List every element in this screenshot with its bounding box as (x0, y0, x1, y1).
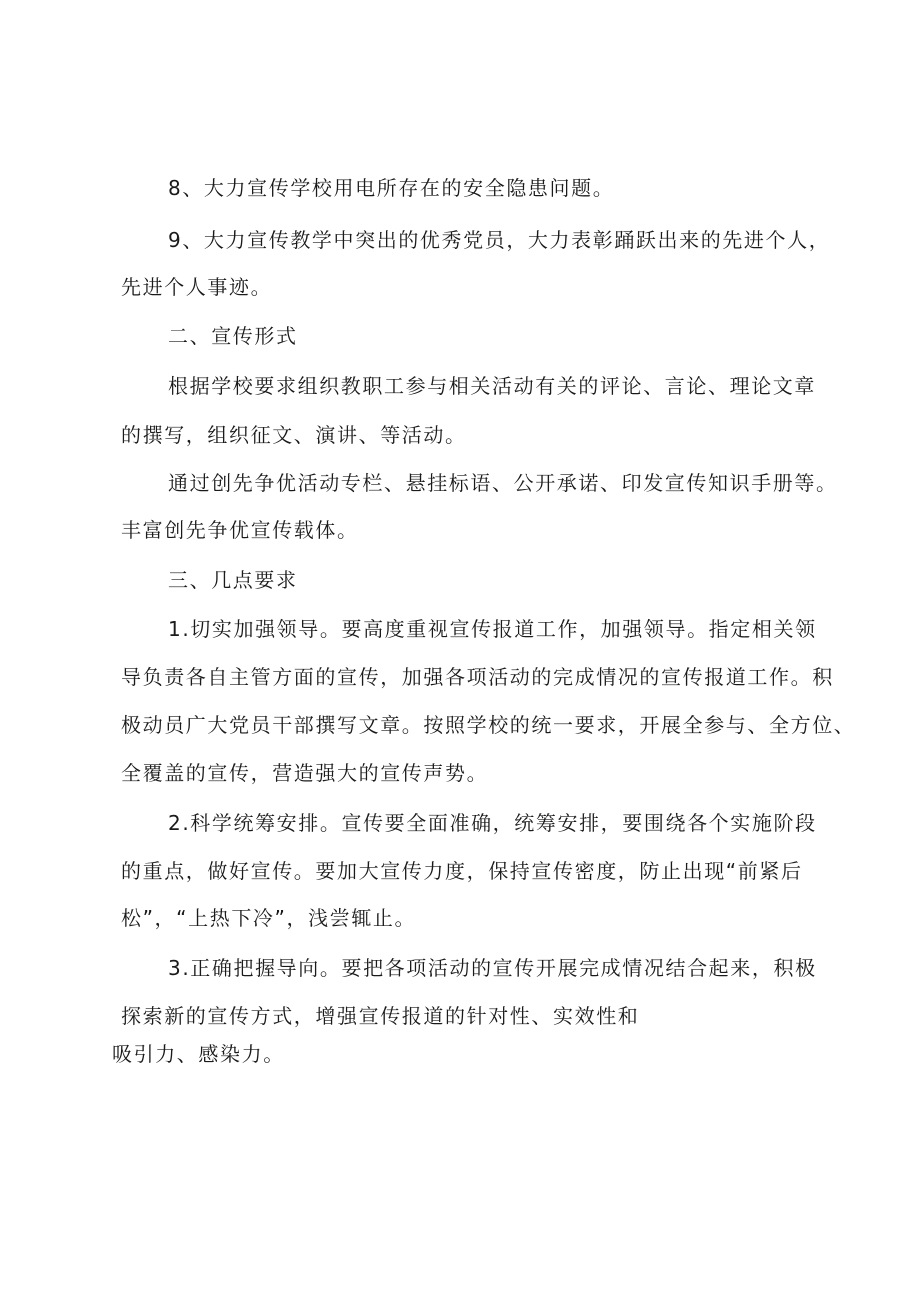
section-2-para-2-line-1: 通过创先争优活动专栏、悬挂标语、公开承诺、印发宣传知识手册等。 (168, 471, 838, 495)
item-9-line-1: 9、大力宣传教学中突出的优秀党员，大力表彰踊跃出来的先进个人， (168, 228, 831, 252)
section-2-para-2-line-2: 丰富创先争优宣传载体。 (121, 518, 359, 542)
req-1-line-1: 1.切实加强领导。要高度重视宣传报道工作，加强领导。指定相关领 (168, 617, 817, 641)
req-1-line-4: 全覆盖的宣传，营造强大的宣传声势。 (121, 761, 489, 785)
section-2-para-1-line-2: 的撰写，组织征文、演讲、等活动。 (121, 423, 467, 447)
section-2-para-1-line-1: 根据学校要求组织教职工参与相关活动有关的评论、言论、理论文章 (168, 374, 816, 398)
req-3-line-1: 3.正确把握导向。要把各项活动的宣传开展完成情况结合起来，积极 (168, 956, 817, 980)
section-3-heading: 三、几点要求 (168, 568, 298, 592)
req-1-line-2: 导负责各自主管方面的宣传，加强各项活动的完成情况的宣传报道工作。积 (121, 665, 834, 689)
req-2-line-1: 2.科学统筹安排。宣传要全面准确，统筹安排，要围绕各个实施阶段 (168, 811, 817, 835)
req-3-line-2: 探索新的宣传方式，增强宣传报道的针对性、实效性和 (121, 1004, 640, 1028)
req-3-line-3: 吸引力、感染力。 (112, 1042, 285, 1066)
req-2-line-2: 的重点，做好宣传。要加大宣传力度，保持宣传密度，防止出现“前紧后 (121, 859, 803, 883)
req-1-line-3: 极动员广大党员干部撰写文章。按照学校的统一要求，开展全参与、全方位、 (121, 713, 856, 737)
item-8-line-1: 8、大力宣传学校用电所存在的安全隐患问题。 (168, 176, 615, 200)
item-9-line-2: 先进个人事迹。 (121, 275, 273, 299)
req-2-line-3: 松”，“上热下冷”，浅尝辄止。 (121, 906, 417, 930)
section-2-heading: 二、宣传形式 (168, 324, 298, 348)
